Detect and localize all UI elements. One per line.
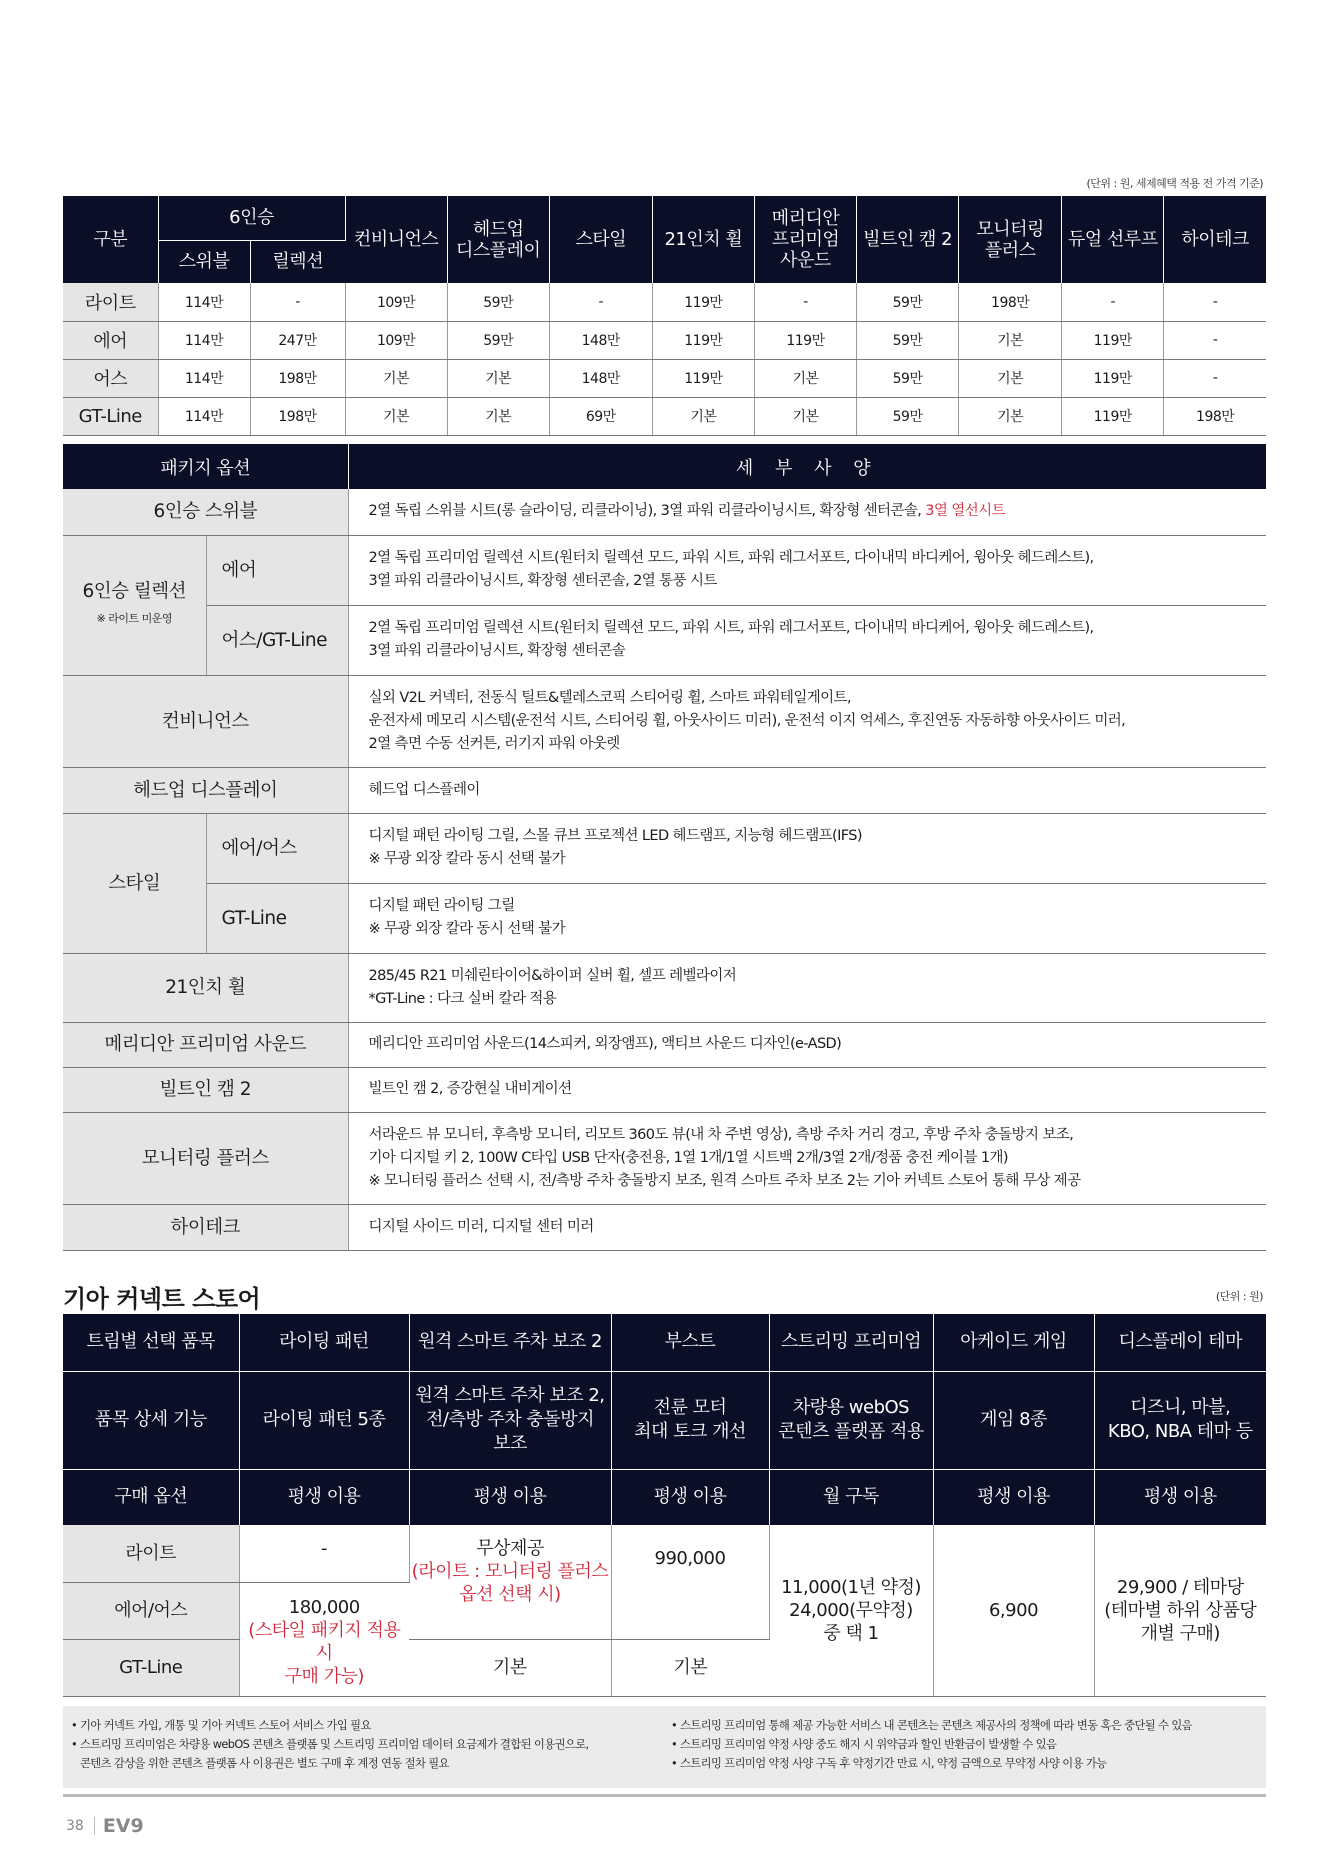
store-header-cell: 평생 이용 <box>409 1469 611 1525</box>
table-row <box>63 535 1266 605</box>
store-header-cell: 부스트 <box>611 1314 769 1371</box>
table-row <box>63 605 1266 675</box>
parking-lite-air: 무상제공 (라이트 : 모니터링 플러스 옵션 선택 시) <box>409 1525 611 1639</box>
store-header-cell: 구매 옵션 <box>63 1469 239 1525</box>
col-hitech: 하이테크 <box>1164 196 1266 283</box>
col-wheel: 21인치 휠 <box>652 196 754 283</box>
col-convenience: 컨비니언스 <box>345 196 447 283</box>
price-cell: - <box>549 283 652 321</box>
store-header-cell: 스트리밍 프리미엄 <box>769 1314 933 1371</box>
table-row <box>63 1067 1266 1112</box>
price-cell: 59만 <box>447 283 549 321</box>
table-row <box>63 397 1266 435</box>
header-package-option: 패키지 옵션 <box>63 444 348 489</box>
model-name: EV9 <box>102 1815 144 1837</box>
trim-label: GT-Line <box>63 397 158 435</box>
store-header-cell: 평생 이용 <box>239 1469 409 1525</box>
price-cell: 198만 <box>250 359 345 397</box>
price-cell: 119만 <box>1062 321 1164 359</box>
store-unit-note: (단위 : 원) <box>1215 1290 1263 1303</box>
pkg-desc-meridian: 메리디안 프리미엄 사운드(14스피커, 외장앰프), 액티브 사운드 디자인(e-ASD) <box>348 1022 1266 1067</box>
boost-gt: 기본 <box>611 1639 769 1696</box>
price-cell: 기본 <box>959 321 1062 359</box>
pkg-label-hitech: 하이테크 <box>63 1204 348 1250</box>
table-row <box>63 1204 1266 1250</box>
pkg-desc-builtin-cam: 빌트인 캠 2, 증강현실 내비게이션 <box>348 1067 1266 1112</box>
price-cell: 148만 <box>549 321 652 359</box>
pkg-desc-hitech: 디지털 사이드 미러, 디지털 센터 미러 <box>348 1204 1266 1250</box>
price-cell: - <box>754 283 856 321</box>
pkg-label-style: 스타일 <box>63 813 206 953</box>
store-trim-lite: 라이트 <box>63 1525 239 1582</box>
store-header-cell: 게임 8종 <box>933 1371 1094 1469</box>
store-header-cell: 라이팅 패턴 5종 <box>239 1371 409 1469</box>
price-cell: 기본 <box>754 359 856 397</box>
option-price-table <box>63 196 1266 436</box>
store-header-cell: 평생 이용 <box>1094 1469 1266 1525</box>
price-cell: 기본 <box>345 359 447 397</box>
store-header-cell: 원격 스마트 주차 보조 2 <box>409 1314 611 1371</box>
pkg-label-swivel: 6인승 스위블 <box>63 489 348 535</box>
pkg-sub-earth-gt: 어스/GT-Line <box>206 605 348 675</box>
store-header-cell: 아케이드 게임 <box>933 1314 1094 1371</box>
header-spec: 세 부 사 양 <box>348 444 1266 489</box>
price-cell: - <box>250 283 345 321</box>
price-cell: 198만 <box>1164 397 1266 435</box>
price-cell: 114만 <box>158 359 250 397</box>
store-trim-gt: GT-Line <box>63 1639 239 1696</box>
price-cell: 148만 <box>549 359 652 397</box>
price-cell: 59만 <box>857 397 959 435</box>
pkg-sub-air: 에어 <box>206 535 348 605</box>
store-header-cell: 원격 스마트 주차 보조 2, 전/측방 주차 충돌방지 보조 <box>409 1371 611 1469</box>
store-header-cell: 디스플레이 테마 <box>1094 1314 1266 1371</box>
price-cell: 59만 <box>447 321 549 359</box>
table-row <box>63 813 1266 883</box>
price-cell: - <box>1164 283 1266 321</box>
lighting-price: 180,000 (스타일 패키지 적용 시 구매 가능) <box>239 1582 409 1696</box>
pkg-label-convenience: 컨비니언스 <box>63 675 348 767</box>
lighting-lite: - <box>239 1525 409 1582</box>
price-cell: 119만 <box>1062 397 1164 435</box>
price-cell: 119만 <box>1062 359 1164 397</box>
store-title: 기아 커넥트 스토어 <box>63 1285 261 1313</box>
pkg-label-monitoring: 모니터링 플러스 <box>63 1112 348 1204</box>
pkg-desc-relax-earth: 2열 독립 프리미엄 릴렉션 시트(원터치 릴렉션 모드, 파워 시트, 파워 레그서포트, 다이내믹 바디케어, 윙아웃 헤드레스트), 3열 파워 리클라이닝시트, 확장형 센터콘솔 <box>348 605 1266 675</box>
pkg-sub-air-earth: 에어/어스 <box>206 813 348 883</box>
table-row <box>63 953 1266 1022</box>
col-style: 스타일 <box>549 196 652 283</box>
price-cell: - <box>1062 283 1164 321</box>
trim-label: 에어 <box>63 321 158 359</box>
col-meridian: 메리디안 프리미엄 사운드 <box>754 196 856 283</box>
table-row <box>63 1022 1266 1067</box>
connect-store-table <box>63 1314 1266 1697</box>
pkg-desc-hud: 헤드업 디스플레이 <box>348 767 1266 813</box>
col-category: 구분 <box>63 196 158 283</box>
footer-divider <box>63 1794 1266 1797</box>
price-cell: 59만 <box>857 321 959 359</box>
price-cell: 247만 <box>250 321 345 359</box>
pkg-label-hud: 헤드업 디스플레이 <box>63 767 348 813</box>
price-cell: 114만 <box>158 283 250 321</box>
price-cell: 119만 <box>652 283 754 321</box>
table-row <box>63 883 1266 953</box>
col-hud: 헤드업 디스플레이 <box>447 196 549 283</box>
price-cell: - <box>1164 359 1266 397</box>
price-cell: 기본 <box>959 397 1062 435</box>
notes-box <box>63 1706 1266 1788</box>
parking-gt: 기본 <box>409 1639 611 1696</box>
store-header-cell: 라이팅 패턴 <box>239 1314 409 1371</box>
price-cell: 119만 <box>652 359 754 397</box>
col-dual-sunroof: 듀얼 선루프 <box>1062 196 1164 283</box>
pkg-label-meridian: 메리디안 프리미엄 사운드 <box>63 1022 348 1067</box>
price-cell: 기본 <box>447 359 549 397</box>
table-row <box>63 1525 1266 1582</box>
price-cell: 198만 <box>959 283 1062 321</box>
price-cell: 69만 <box>549 397 652 435</box>
pkg-label-builtin-cam: 빌트인 캠 2 <box>63 1067 348 1112</box>
table-row <box>63 767 1266 813</box>
col-monitoring: 모니터링 플러스 <box>959 196 1062 283</box>
price-cell: 114만 <box>158 397 250 435</box>
price-cell: 109만 <box>345 321 447 359</box>
price-cell: 198만 <box>250 397 345 435</box>
table-row <box>63 489 1266 535</box>
price-cell: 114만 <box>158 321 250 359</box>
store-trim-air-earth: 에어/어스 <box>63 1582 239 1639</box>
price-cell: 59만 <box>857 359 959 397</box>
pkg-desc-convenience: 실외 V2L 커넥터, 전동식 틸트&텔레스코픽 스티어링 휠, 스마트 파워테일게이트, 운전자세 메모리 시스템(운전석 시트, 스티어링 휠, 아웃사이드 미러), 운전석 이지 억세스, 후진연동 자동하향 아웃사이드 미러, 2열 측면 수동 선커튼, 러기지 파워 아웃렛 <box>348 675 1266 767</box>
trim-label: 라이트 <box>63 283 158 321</box>
package-spec-table <box>63 444 1266 1251</box>
price-cell: 기본 <box>959 359 1062 397</box>
price-cell: - <box>1164 321 1266 359</box>
pkg-desc-relax-air: 2열 독립 프리미엄 릴렉션 시트(원터치 릴렉션 모드, 파워 시트, 파워 레그서포트, 다이내믹 바디케어, 윙아웃 헤드레스트), 3열 파워 리클라이닝시트, 확장형 센터콘솔, 2열 통풍 시트 <box>348 535 1266 605</box>
store-header-cell: 전륜 모터 최대 토크 개선 <box>611 1371 769 1469</box>
col-swivel: 스위블 <box>158 240 250 283</box>
price-cell: 59만 <box>857 283 959 321</box>
table-row <box>63 283 1266 321</box>
col-builtin-cam: 빌트인 캠 2 <box>857 196 959 283</box>
table-row <box>63 321 1266 359</box>
price-cell: 기본 <box>345 397 447 435</box>
footer <box>66 1815 144 1837</box>
store-header-cell: 차량용 webOS 콘텐츠 플랫폼 적용 <box>769 1371 933 1469</box>
pkg-label-relaxation: 6인승 릴렉션 ※ 라이트 미운영 <box>63 535 206 675</box>
theme-price: 29,900 / 테마당 (테마별 하위 상품당 개별 구매) <box>1094 1525 1266 1696</box>
col-relaxation: 릴렉션 <box>250 240 345 283</box>
relaxation-note: ※ 라이트 미운영 <box>96 612 172 625</box>
pkg-label-wheel: 21인치 휠 <box>63 953 348 1022</box>
trim-label: 어스 <box>63 359 158 397</box>
price-unit-note: (단위 : 원, 세제혜택 적용 전 가격 기준) <box>1086 177 1263 190</box>
price-cell: 기본 <box>652 397 754 435</box>
store-header-cell: 디즈니, 마블, KBO, NBA 테마 등 <box>1094 1371 1266 1469</box>
store-header-cell: 트림별 선택 품목 <box>63 1314 239 1371</box>
streaming-price: 11,000(1년 약정) 24,000(무약정) 중 택 1 <box>769 1525 933 1696</box>
pkg-desc-monitoring: 서라운드 뷰 모니터, 후측방 모니터, 리모트 360도 뷰(내 차 주변 영상), 측방 주차 거리 경고, 후방 주차 충돌방지 보조, 기아 디지털 키 2, 100W C타입 USB 단자(충전용, 1열 1개/1열 시트백 2개/3열 2개/정품 충전 케이블 1개) ※ 모니터링 플러스 선택 시, 전/측방 주차 충돌방지 보조, 원격 스마트 주차 보조 2는 기아 커넥트 스토어 통해 무상 제공 <box>348 1112 1266 1204</box>
store-header-cell: 평생 이용 <box>611 1469 769 1525</box>
price-cell: 기본 <box>754 397 856 435</box>
notes-right: • 스트리밍 프리미엄 통해 제공 가능한 서비스 내 콘텐츠는 콘텐츠 제공사의 정책에 따라 변동 혹은 중단될 수 있음 • 스트리밍 프리미엄 약정 사양 중도 해지 시 위약금과 할인 반환금이 발생할 수 있음 • 스트리밍 프리미엄 약정 사양 구독 후 약정기간 만료 시, 약정 금액으로 무약정 사양 이용 가능 <box>671 1719 1192 1770</box>
pkg-desc-swivel: 2열 독립 스위블 시트(롱 슬라이딩, 리클라이닝), 3열 파워 리클라이닝시트, 확장형 센터콘솔, 3열 열선시트 <box>348 489 1266 535</box>
pkg-sub-gt-line: GT-Line <box>206 883 348 953</box>
table-row <box>63 1112 1266 1204</box>
price-cell: 119만 <box>652 321 754 359</box>
price-cell: 109만 <box>345 283 447 321</box>
arcade-price: 6,900 <box>933 1525 1094 1696</box>
pkg-desc-style-gt: 디지털 패턴 라이팅 그릴 ※ 무광 외장 칼라 동시 선택 불가 <box>348 883 1266 953</box>
pkg-desc-wheel: 285/45 R21 미쉐린타이어&하이퍼 실버 휠, 셀프 레벨라이저 *GT-Line : 다크 실버 칼라 적용 <box>348 953 1266 1022</box>
store-header-cell: 월 구독 <box>769 1469 933 1525</box>
page-number: 38 <box>66 1818 84 1834</box>
store-header-cell: 평생 이용 <box>933 1469 1094 1525</box>
price-cell: 기본 <box>447 397 549 435</box>
pkg-desc-style-airearth: 디지털 패턴 라이팅 그릴, 스몰 큐브 프로젝션 LED 헤드램프, 지능형 헤드램프(IFS) ※ 무광 외장 칼라 동시 선택 불가 <box>348 813 1266 883</box>
boost-price: 990,000 <box>611 1525 769 1639</box>
price-cell: 119만 <box>754 321 856 359</box>
table-row <box>63 675 1266 767</box>
table-row <box>63 359 1266 397</box>
notes-left: • 기아 커넥트 가입, 개통 및 기아 커넥트 스토어 서비스 가입 필요 • 스트리밍 프리미엄은 차량용 webOS 콘텐츠 플랫폼 및 스트리밍 프리미엄 데이터 요금제가 결합된 이용권으로, 콘텐츠 감상을 위한 콘텐츠 플랫폼 사 이용권은 별도 구매 후 계정 연동 절차 필요 <box>71 1719 589 1770</box>
col-six-seat: 6인승 <box>158 196 345 240</box>
store-header-cell: 품목 상세 기능 <box>63 1371 239 1469</box>
